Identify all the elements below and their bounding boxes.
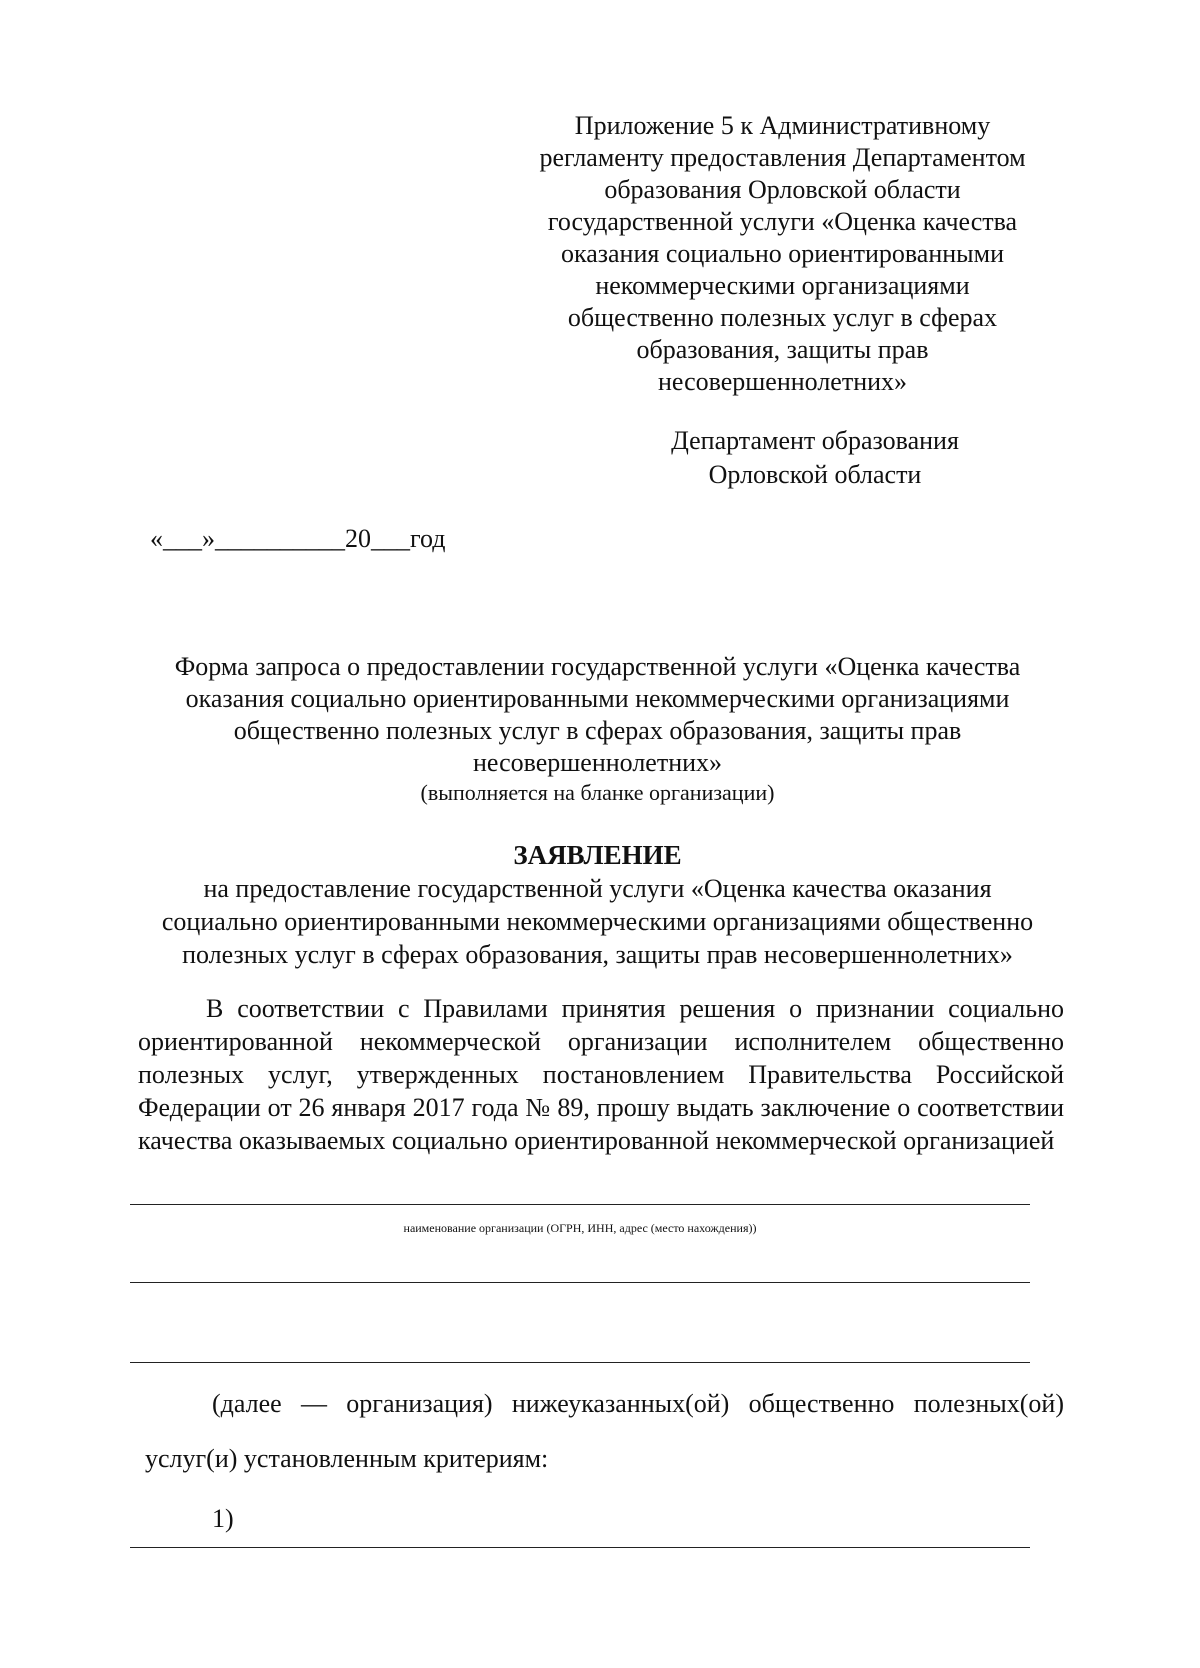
form-title-line: несовершеннолетних» xyxy=(472,748,723,777)
list-item-number: 1) xyxy=(212,1504,234,1533)
statement-heading: ЗАЯВЛЕНИЕ xyxy=(513,840,682,870)
form-title-line: Форма запроса о предоставлении государственной услуги «Оценка качества xyxy=(174,652,1021,681)
appendix-header xyxy=(505,110,1060,398)
list-item-line-1 xyxy=(130,1547,1030,1548)
date-field: «___»__________20___год xyxy=(150,524,446,553)
appendix-line: образования, защиты прав xyxy=(636,335,929,364)
continuation-line-1: (далее — организация) нижеуказанных(ой) общественно полезных(ой) xyxy=(212,1389,1064,1418)
statement-subtitle-line: на предоставление государственной услуги «Оценка качества оказания xyxy=(203,874,992,903)
appendix-line: Приложение 5 к Административному xyxy=(574,111,991,140)
form-title xyxy=(130,651,1065,779)
appendix-line: регламенту предоставления Департаментом xyxy=(539,143,1026,172)
appendix-line: оказания социально ориентированными xyxy=(560,239,1005,268)
appendix-line: государственной услуги «Оценка качества xyxy=(547,207,1018,236)
org-name-line-3 xyxy=(130,1362,1030,1363)
appendix-line: несовершеннолетних» xyxy=(657,367,908,396)
form-note: (выполняется на бланке организации) xyxy=(420,780,775,805)
org-name-caption: наименование организации (ОГРН, ИНН, адрес (место нахождения)) xyxy=(403,1221,757,1235)
continuation-line-2: услуг(и) установленным критериям: xyxy=(145,1444,549,1473)
request-paragraph-text: В соответствии с Правилами принятия решения о признании социально ориентированной некоммерческой организации исполнителем общественно полезных услуг, утвержденных постановлением Правительства Российской Федерации от 26 января 2017 года № 89, прошу выдать заключение о соответствии качества оказываемых социально ориентированной некоммерческой организацией xyxy=(138,994,1064,1155)
statement-subtitle-line: полезных услуг в сферах образования, защиты прав несовершеннолетних» xyxy=(182,940,1013,969)
request-paragraph xyxy=(138,992,1064,1157)
statement-subtitle xyxy=(130,872,1065,971)
appendix-line: образования Орловской области xyxy=(604,175,961,204)
appendix-line: некоммерческими организациями xyxy=(595,271,970,300)
recipient-line: Орловской области xyxy=(708,460,922,489)
org-name-line-1 xyxy=(130,1204,1030,1205)
form-title-line: оказания социально ориентированными некоммерческими организациями xyxy=(185,684,1010,713)
appendix-line: общественно полезных услуг в сферах xyxy=(567,303,998,332)
form-title-line: общественно полезных услуг в сферах образования, защиты прав xyxy=(233,716,962,745)
statement-subtitle-line: социально ориентированными некоммерческими организациями общественно xyxy=(161,907,1034,936)
recipient-block xyxy=(640,424,990,492)
recipient-line: Департамент образования xyxy=(671,426,959,455)
org-name-line-2 xyxy=(130,1282,1030,1283)
